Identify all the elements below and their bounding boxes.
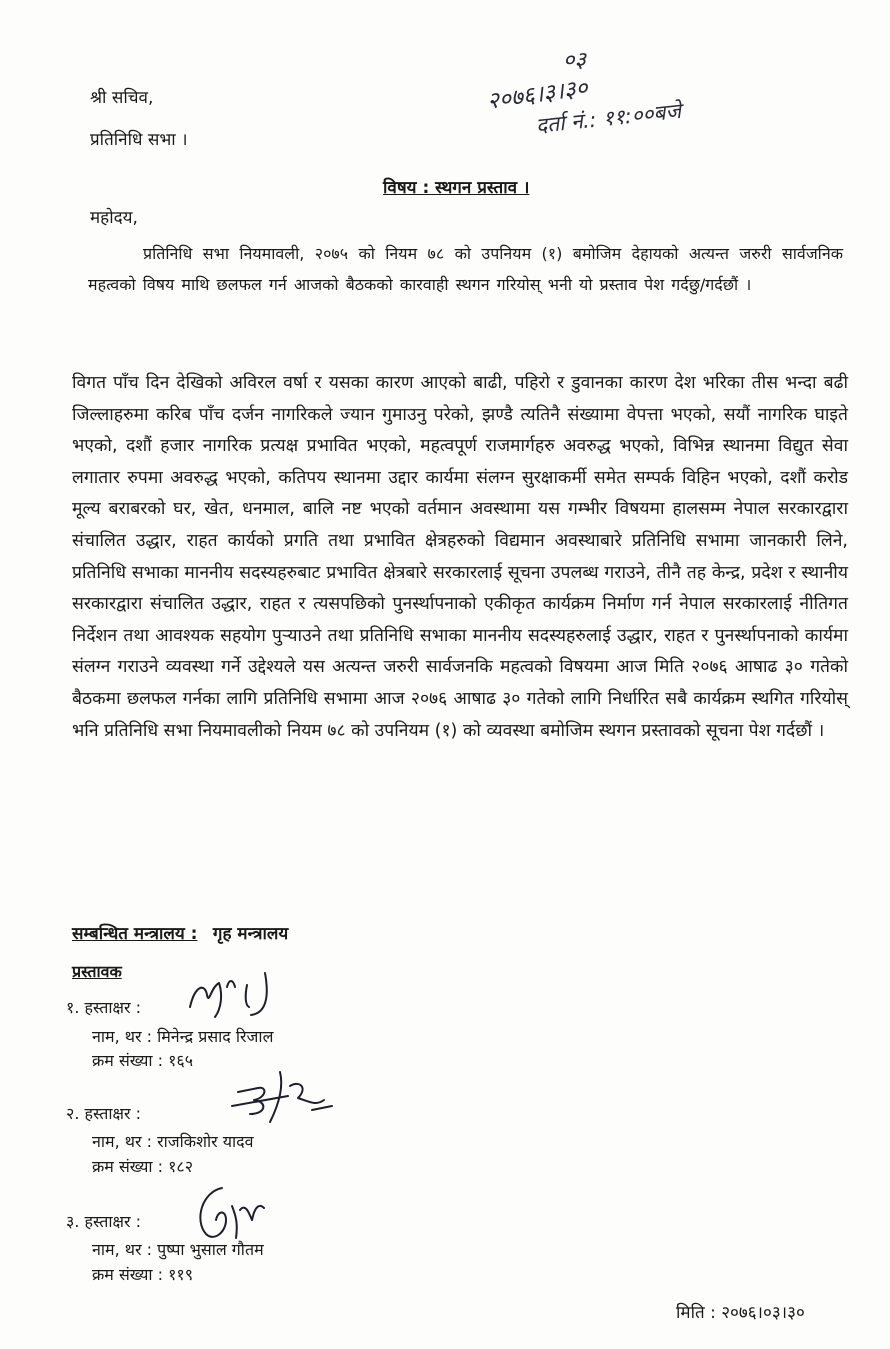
ministry-line xyxy=(72,921,288,944)
proposer-1-signature xyxy=(185,965,285,1025)
proposer-3-serial: क्रम संख्या : ११९ xyxy=(92,1265,194,1284)
proposer-2-signature xyxy=(228,1062,338,1130)
proposer-2-name: नाम, थर : राजकिशोर यादव xyxy=(92,1132,254,1151)
intro-paragraph: प्रतिनिधि सभा नियमावली, २०७५ को नियम ७८ को उपनियम (१) बमोजिम देहायको अत्यन्त जरुरी सार्वजनिक महत्वको विषय माथि छलफल गर्न आजको बैठकको कारवाही स्थगन गरियोस् भनी यो प्रस्ताव पेश गर्दछु/गर्दछौं । xyxy=(88,244,843,294)
registration-date: २०७६।३।३० xyxy=(485,75,590,115)
proposer-1-name: नाम, थर : मिनेन्द्र प्रसाद रिजाल xyxy=(92,1027,274,1046)
proposer-3-sign-label: ३. हस्ताक्षर : xyxy=(66,1212,141,1231)
recipient-office: प्रतिनिधि सभा । xyxy=(90,130,188,150)
registration-time: दर्ता नं.: ११:००बजे xyxy=(534,98,683,138)
ministry-value: गृह मन्त्रालय xyxy=(212,924,289,944)
proposer-2-serial: क्रम संख्या : १८२ xyxy=(92,1157,194,1176)
salutation: महोदय, xyxy=(90,208,138,228)
proposer-3-signature xyxy=(192,1180,282,1252)
proposer-3-name: नाम, थर : पुष्पा भुसाल गौतम xyxy=(92,1240,264,1259)
registration-number: ०३ xyxy=(563,48,586,73)
proposers-heading: प्रस्तावक xyxy=(72,962,122,981)
proposer-1-sign-label: १. हस्ताक्षर : xyxy=(66,998,141,1017)
document-date: मिति : २०७६।०३।३० xyxy=(676,1303,805,1323)
proposer-2-sign-label: २. हस्ताक्षर : xyxy=(66,1104,141,1123)
proposer-1-serial: क्रम संख्या : १६५ xyxy=(92,1051,194,1070)
recipient-title: श्री सचिव, xyxy=(90,88,154,108)
body-paragraph: विगत पाँच दिन देखिको अविरल वर्षा र यसका कारण आएको बाढी, पहिरो र डुवानका कारण देश भरिका तीस भन्दा बढी जिल्लाहरुमा करिब पाँच दर्जन नागरिकले ज्यान गुमाउनु परेको, झण्डै त्यतिनै संख्यामा वेपत्ता भएको, सयौं नागरिक घाइते भएको, दशौं हजार नागरिक प्रत्यक्ष प्रभावित भएको, महत्वपूर्ण राजमार्गहरु अवरुद्ध भएको, विभिन्न स्थानमा विद्युत सेवा लगातार रुपमा अवरुद्ध भएको, कतिपय स्थानमा उद्दार कार्यमा संलग्न सुरक्षाकर्मी समेत सम्पर्क विहिन भएको, दशौं करोड मूल्य बराबरको घर, खेत, धनमाल, बालि नष्ट भएको वर्तमान अवस्थामा यस गम्भीर विषयमा हालसम्म नेपाल सरकारद्वारा संचालित उद्धार, राहत कार्यको प्रगति तथा प्रभावित क्षेत्रहरुको विद्यमान अवस्थाबारे प्रतिनिधि सभामा जानकारी लिने, प्रतिनिधि सभाका माननीय सदस्यहरुबाट प्रभावित क्षेत्रबारे सरकारलाई सूचना उपलब्ध गराउने, तीनै तह केन्द्र, प्रदेश र स्थानीय सरकारद्वारा संचालित उद्धार, राहत र त्यसपछिको पुनर्स्थापनाको एकीकृत कार्यक्रम निर्माण गर्न नेपाल सरकारलाई नीतिगत निर्देशन तथा आवश्यक सहयोग पुऱ्याउने तथा प्रतिनिधि सभाका माननीय सदस्यहरुलाई उद्धार, राहत र पुनर्स्थापनाको कार्यमा संलग्न गराउने व्यवस्था गर्ने उद्देश्यले यस अत्यन्त जरुरी सार्वजनकि महत्वको विषयमा आज मिति २०७६ आषाढ ३० गतेको बैठकमा छलफल गर्नका लागि प्रतिनिधि सभामा आज २०७६ आषाढ ३० गतेको लागि निर्धारित सबै कार्यक्रम स्थगित गरियोस् भनि प्रतिनिधि सभा नियमावलीको नियम ७८ को उपनियम (१) को व्यवस्था बमोजिम स्थगन प्रस्तावको सूचना पेश गर्दछौं । xyxy=(72,373,848,741)
ministry-label: सम्बन्धित मन्त्रालय : xyxy=(72,924,198,944)
subject-line: विषय : स्थगन प्रस्ताव । xyxy=(383,178,530,198)
